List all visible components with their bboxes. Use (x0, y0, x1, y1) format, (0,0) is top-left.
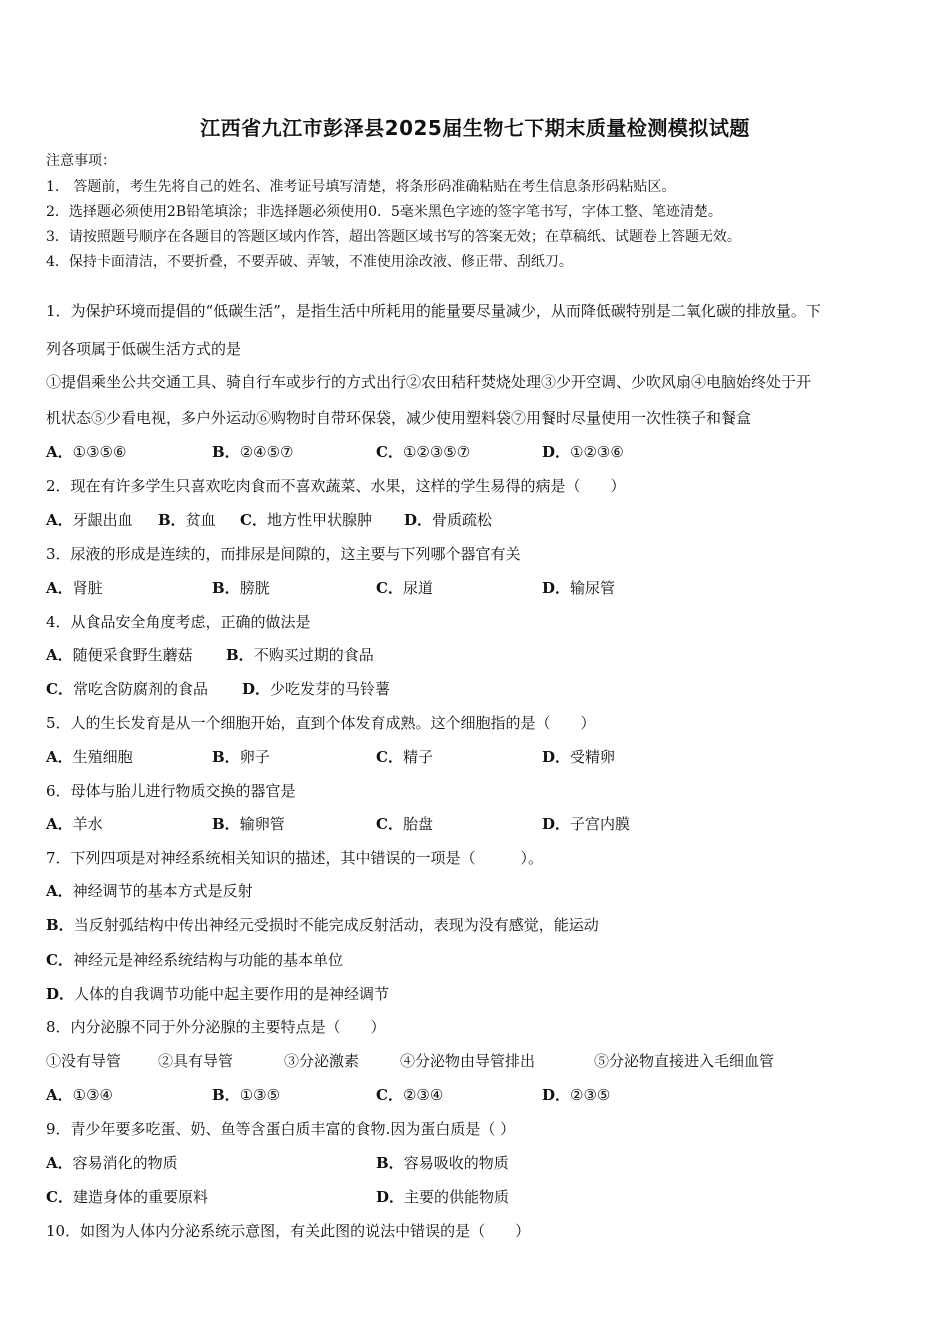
note-item: 4．保持卡面清洁，不要折叠，不要弄破、弄皱，不准使用涂改液、修正带、刮纸刀。 (46, 254, 573, 270)
statement-item: ④分泌物由导管排出 (400, 1052, 536, 1070)
option-d: D．子宫内膜 (542, 815, 631, 833)
question-stem: 10．如图为人体内分泌系统示意图，有关此图的说法中错误的是（ ） (46, 1222, 531, 1240)
option-d: D．①②③⑥ (542, 443, 624, 461)
note-item: 3．请按照题号顺序在各题目的答题区域内作答，超出答题区域书写的答案无效；在草稿纸、试题卷上答题无效。 (46, 229, 741, 245)
question-stem: 6．母体与胎儿进行物质交换的器官是 (46, 782, 296, 800)
option-a: A．肾脏 (46, 579, 103, 597)
option-c: C．②③④ (376, 1086, 444, 1104)
option-d: D．②③⑤ (542, 1086, 611, 1104)
question-stem: 8．内分泌腺不同于外分泌腺的主要特点是（ ） (46, 1018, 386, 1036)
statement-item: ①没有导管 (46, 1052, 122, 1070)
question-stem: 机状态⑤少看电视，多户外运动⑥购物时自带环保袋，减少使用塑料袋⑦用餐时尽量使用一次性筷子和餐盒 (46, 409, 752, 427)
option-b: B．卵子 (212, 748, 270, 766)
option-c: C．精子 (376, 748, 433, 766)
option-a: A．①③④ (46, 1086, 113, 1104)
statement-item: ⑤分泌物直接进入毛细血管 (594, 1052, 775, 1070)
page-title: 江西省九江市彭泽县2025届生物七下期末质量检测模拟试题 (200, 116, 750, 140)
question-stem: 4．从食品安全角度考虑，正确的做法是 (46, 613, 311, 631)
option-b: B．容易吸收的物质 (376, 1154, 509, 1172)
option-a: A．神经调节的基本方式是反射 (46, 882, 253, 900)
question-stem: 3．尿液的形成是连续的，而排尿是间隙的，这主要与下列哪个器官有关 (46, 545, 521, 563)
option-c: C．地方性甲状腺肿 (240, 511, 372, 529)
option-a: A．①③⑤⑥ (46, 443, 127, 461)
note-item: 1. 答题前，考生先将自己的姓名、准考证号填写清楚，将条形码准确粘贴在考生信息条形码粘贴区。 (46, 179, 676, 195)
option-b: B．②④⑤⑦ (212, 443, 294, 461)
option-d: D．少吃发芽的马铃薯 (242, 680, 391, 698)
option-c: C．建造身体的重要原料 (46, 1188, 208, 1206)
question-stem: 5．人的生长发育是从一个细胞开始，直到个体发育成熟。这个细胞指的是（ ） (46, 714, 596, 732)
question-stem: 7．下列四项是对神经系统相关知识的描述，其中错误的一项是（ ）。 (46, 849, 544, 867)
option-b: B．当反射弧结构中传出神经元受损时不能完成反射活动，表现为没有感觉，能运动 (46, 916, 599, 934)
option-c: C．胎盘 (376, 815, 433, 833)
option-c: C．常吃含防腐剂的食品 (46, 680, 208, 698)
option-d: D．骨质疏松 (404, 511, 493, 529)
option-d: D．人体的自我调节功能中起主要作用的是神经调节 (46, 985, 390, 1003)
statement-item: ③分泌激素 (284, 1052, 360, 1070)
question-stem: 2．现在有许多学生只喜欢吃肉食而不喜欢蔬菜、水果，这样的学生易得的病是（ ） (46, 477, 626, 495)
note-item: 2．选择题必须使用2B铅笔填涂；非选择题必须使用0．5毫米黑色字迹的签字笔书写，字体工整、笔迹清楚。 (46, 204, 722, 220)
option-b: B．膀胱 (212, 579, 270, 597)
option-a: A．随便采食野生蘑菇 (46, 646, 193, 664)
option-c: C．神经元是神经系统结构与功能的基本单位 (46, 951, 343, 969)
option-d: D．受精卵 (542, 748, 616, 766)
option-b: B．贫血 (158, 511, 216, 529)
option-a: A．容易消化的物质 (46, 1154, 178, 1172)
option-b: B．①③⑤ (212, 1086, 281, 1104)
option-b: B．不购买过期的食品 (226, 646, 374, 664)
option-d: D．主要的供能物质 (376, 1188, 510, 1206)
option-a: A．牙龈出血 (46, 511, 133, 529)
option-b: B．输卵管 (212, 815, 285, 833)
option-c: C．①②③⑤⑦ (376, 443, 471, 461)
notes-heading: 注意事项： (46, 153, 116, 169)
statement-item: ②具有导管 (158, 1052, 234, 1070)
option-a: A．生殖细胞 (46, 748, 133, 766)
option-d: D．输尿管 (542, 579, 616, 597)
question-stem: 列各项属于低碳生活方式的是 (46, 340, 242, 358)
question-stem: 9．青少年要多吃蛋、奶、鱼等含蛋白质丰富的食物.因为蛋白质是（ ） (46, 1120, 516, 1138)
option-c: C．尿道 (376, 579, 433, 597)
question-stem: ①提倡乘坐公共交通工具、骑自行车或步行的方式出行②农田秸秆焚烧处理③少开空调、少吹风扇④电脑始终处于开 (46, 373, 812, 391)
question-stem: 1．为保护环境而提倡的“低碳生活”，是指生活中所耗用的能量要尽量减少，从而降低碳特别是二氧化碳的排放量。下 (46, 302, 821, 320)
option-a: A．羊水 (46, 815, 103, 833)
